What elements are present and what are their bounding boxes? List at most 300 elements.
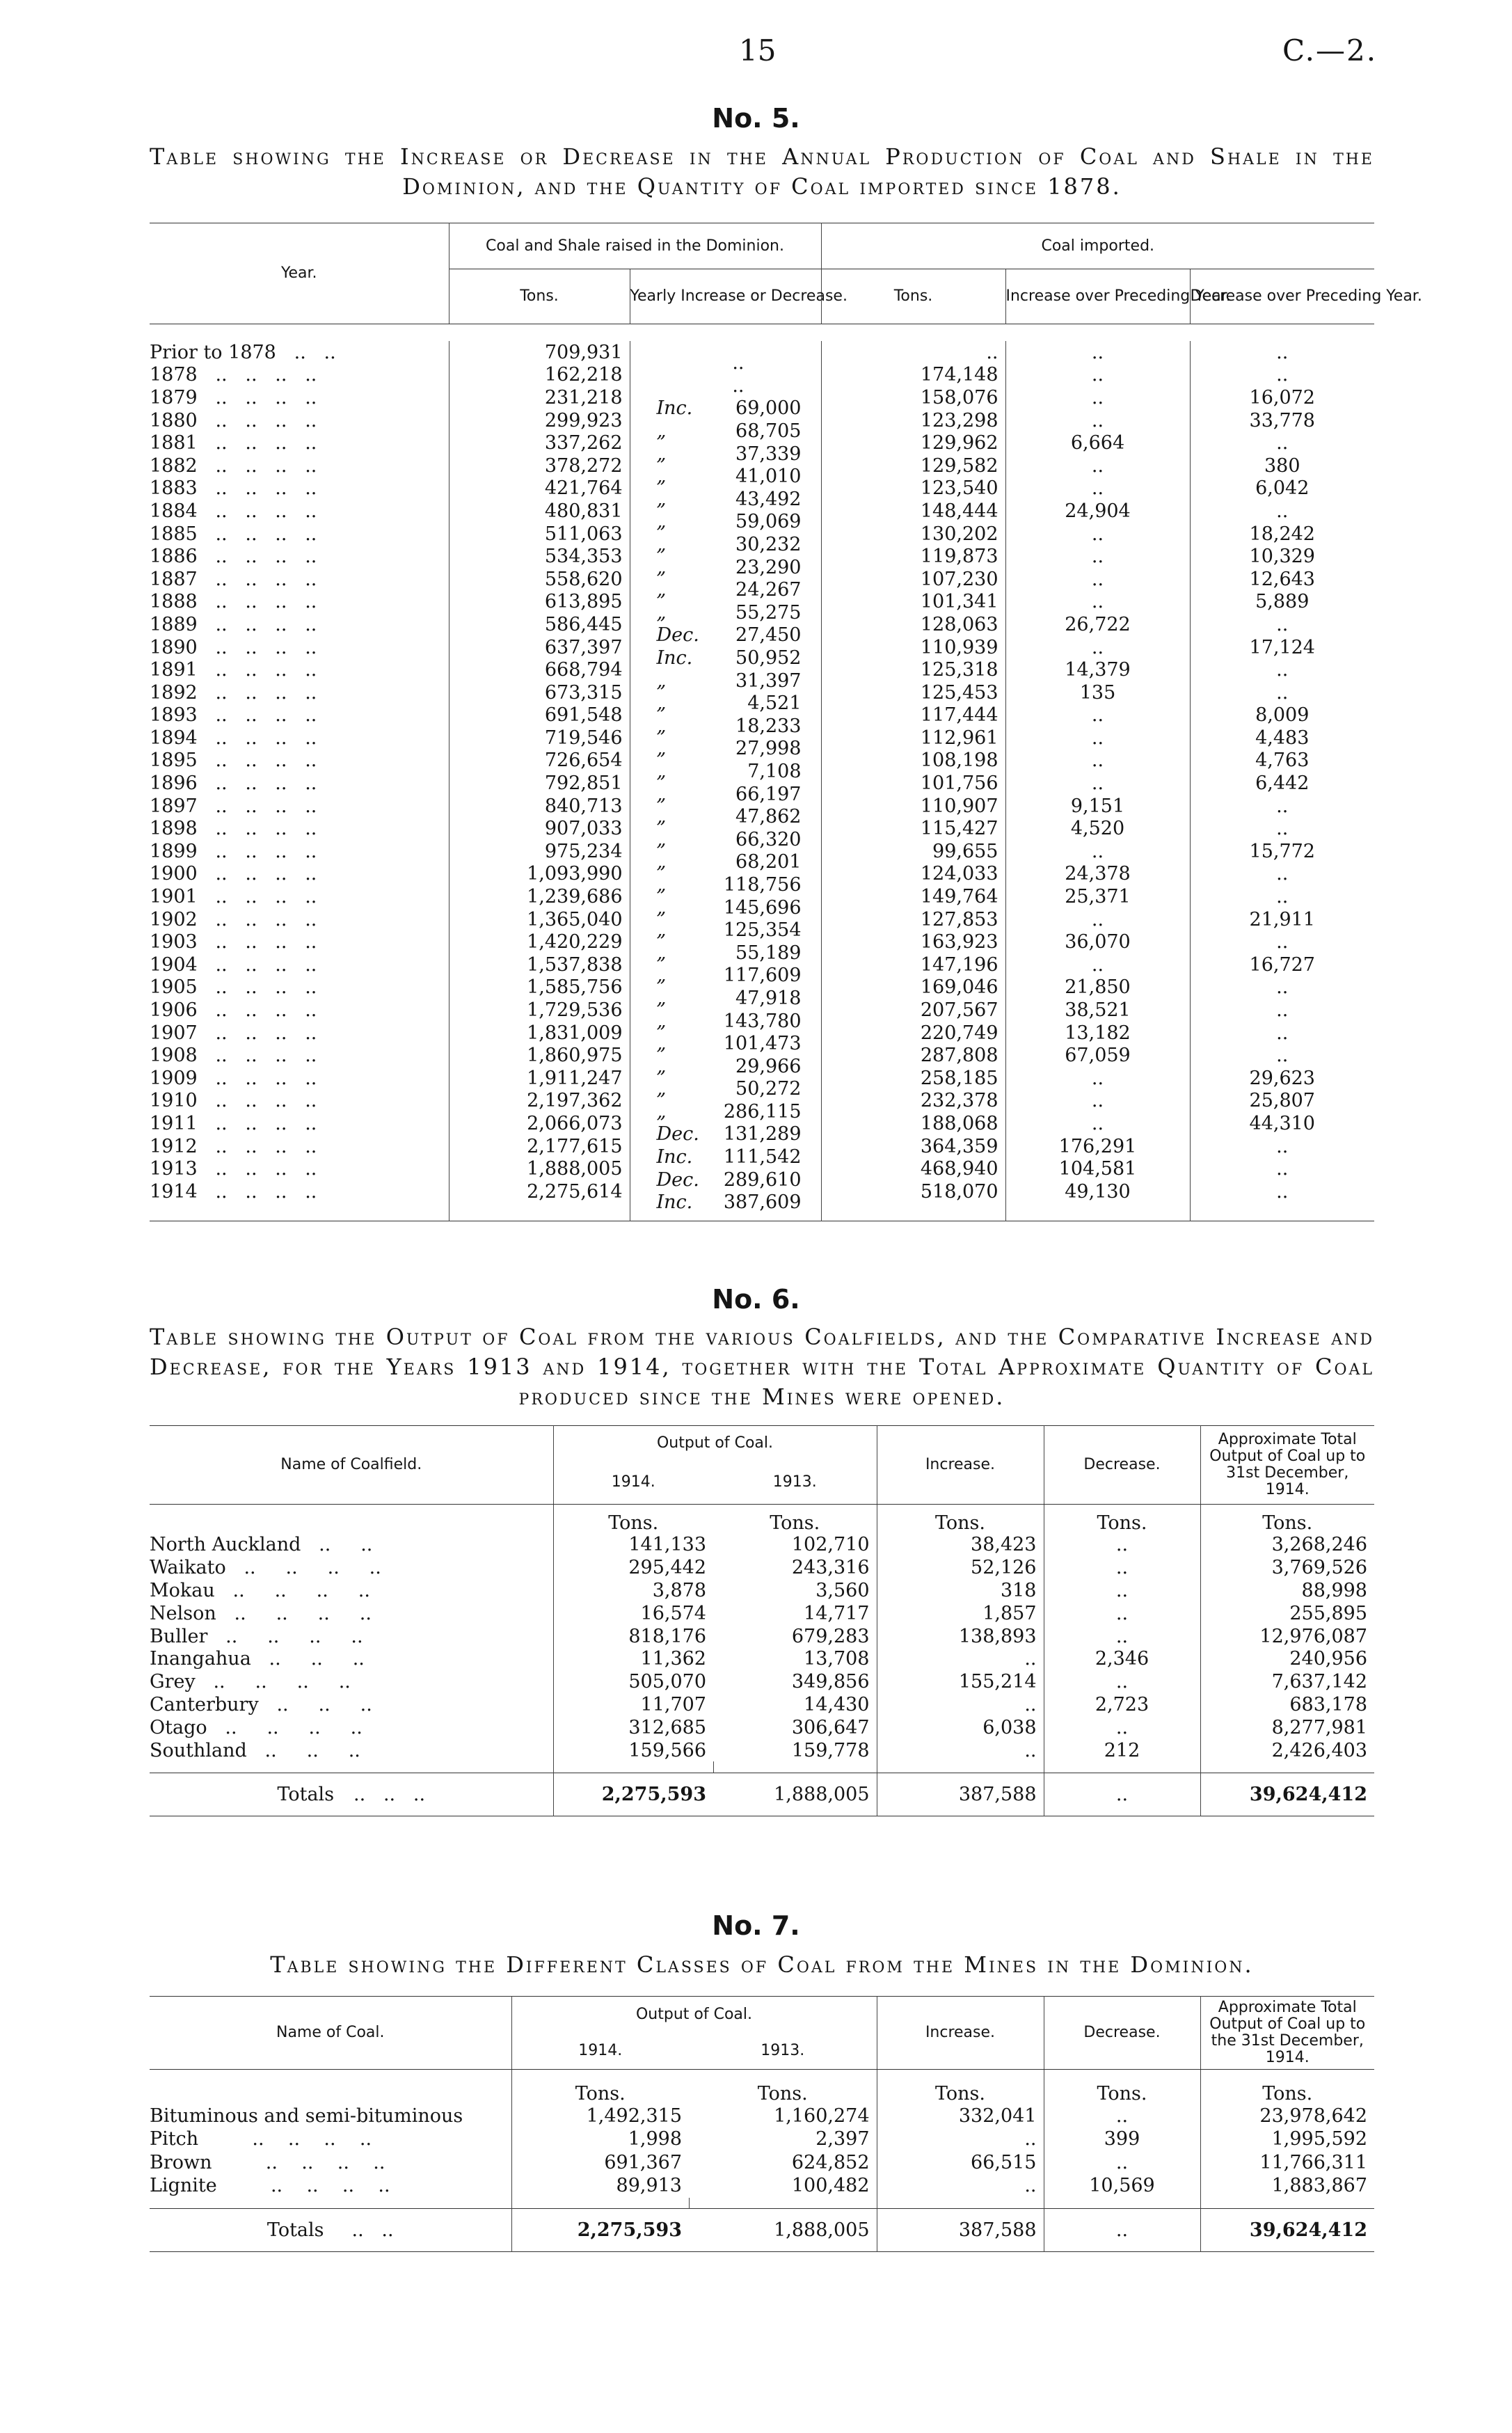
imported-decrease: .. (1190, 1157, 1374, 1180)
table5-header-raised: Coal and Shale raised in the Dominion. (449, 223, 821, 269)
table7-totals-1913: 1,888,005 (774, 2219, 870, 2241)
total-value: 3,268,246 (1200, 1534, 1374, 1557)
year-label: 1908 (150, 1045, 198, 1067)
year-label: 1904 (150, 953, 198, 976)
row-name-label: Canterbury (150, 1693, 259, 1715)
yearly-change (630, 1090, 821, 1123)
table5-caption: Table showing the Increase or Decrease in the Annual Production of Coal and Shale in the Dominion, and the Quantity of Coal imported since 1878. (150, 143, 1374, 200)
decrease-value: .. (1044, 1670, 1200, 1693)
change-kind: „ (656, 828, 667, 850)
row-year: 1907 .. .. .. .. (150, 1022, 317, 1044)
table6 (150, 1425, 1374, 1816)
raised-tons: 792,851 (449, 772, 630, 795)
output-1913: 14,717 (804, 1602, 870, 1624)
change-kind: „ (656, 669, 667, 692)
table-row (150, 772, 1374, 795)
row-year: 1885 .. .. .. .. (150, 523, 317, 545)
total-value: 12,976,087 (1200, 1625, 1374, 1648)
output-1913: 159,778 (791, 1739, 870, 1761)
table-row (150, 591, 1374, 614)
row-name-label: Waikato (150, 1557, 226, 1579)
imported-tons: 101,756 (821, 772, 1005, 795)
table-row (150, 477, 1374, 500)
change-value: 24,267 (735, 579, 802, 601)
row-year: 1884 .. .. .. .. (150, 500, 317, 522)
imported-increase: 24,904 (1005, 500, 1190, 523)
change-kind: „ (656, 601, 667, 624)
year-label: 1903 (150, 931, 198, 953)
imported-decrease: 18,242 (1190, 523, 1374, 546)
imported-decrease: 16,727 (1190, 953, 1374, 976)
increase-value: .. (877, 1739, 1044, 1762)
change-kind: „ (656, 556, 667, 578)
total-value: 8,277,981 (1200, 1716, 1374, 1739)
change-kind: Inc. (656, 397, 693, 420)
imported-decrease: .. (1190, 1180, 1374, 1203)
change-value: 43,492 (735, 488, 802, 510)
change-value: 27,998 (735, 738, 802, 760)
row-name: Mokau .. .. .. .. (150, 1579, 370, 1601)
yearly-change (630, 930, 821, 964)
raised-tons: 1,585,756 (449, 976, 630, 999)
imported-tons: 518,070 (821, 1180, 1005, 1203)
change-kind: „ (656, 919, 667, 942)
imported-decrease: 17,124 (1190, 636, 1374, 659)
imported-tons: 364,359 (821, 1135, 1005, 1158)
imported-decrease: .. (1190, 795, 1374, 818)
change-value: 59,069 (735, 511, 802, 533)
imported-decrease: .. (1190, 341, 1374, 364)
table7-caption: Table showing the Different Classes of Coal from the Mines in the Dominion. (270, 1951, 1254, 1978)
imported-tons: 129,582 (821, 454, 1005, 477)
imported-increase: 21,850 (1005, 976, 1190, 999)
row-year: 1900 .. .. .. .. (150, 863, 317, 885)
table5-header-decrease: Decrease over Preceding Year. (1190, 269, 1374, 324)
output-1914: 1,492,315 (511, 2105, 689, 2128)
raised-tons: 709,931 (449, 341, 630, 364)
output-1914: 141,133 (553, 1534, 713, 1557)
table-row (150, 523, 1374, 546)
decrease-value: .. (1044, 1556, 1200, 1579)
table-row (150, 568, 1374, 591)
imported-decrease: .. (1190, 364, 1374, 387)
yearly-change (630, 817, 821, 850)
row-name: Lignite .. .. .. .. (150, 2175, 390, 2197)
year-label: 1891 (150, 659, 198, 681)
raised-tons: 480,831 (449, 500, 630, 523)
imported-increase: 26,722 (1005, 613, 1190, 636)
row-year: 1888 .. .. .. .. (150, 591, 317, 613)
table-row (150, 386, 1374, 409)
row-name-label: Southland (150, 1739, 247, 1761)
row-name-label: Bituminous and semi-bituminous (150, 2105, 463, 2127)
raised-tons: 1,537,838 (449, 953, 630, 976)
imported-increase: 13,182 (1005, 1022, 1190, 1045)
year-label: 1902 (150, 908, 198, 930)
row-year: 1895 .. .. .. .. (150, 750, 317, 772)
imported-tons: .. (821, 341, 1005, 364)
table5-header-imported: Coal imported. (821, 223, 1374, 269)
row-name: Waikato .. .. .. .. (150, 1557, 381, 1579)
table7-unit-1913: Tons. (757, 2082, 808, 2105)
change-kind: „ (656, 806, 667, 828)
decrease-value: .. (1044, 1579, 1200, 1602)
increase-value: 38,423 (877, 1534, 1044, 1557)
output-1913: 2,397 (815, 2128, 870, 2150)
change-value: 101,473 (723, 1033, 802, 1055)
yearly-change (630, 681, 821, 715)
row-year: 1914 .. .. .. .. (150, 1180, 317, 1203)
imported-increase: 36,070 (1005, 930, 1190, 953)
output-1914: 11,707 (553, 1693, 713, 1716)
yearly-change (630, 500, 821, 533)
imported-decrease: 25,807 (1190, 1090, 1374, 1113)
change-kind: „ (656, 466, 667, 488)
change-value: 50,272 (735, 1078, 802, 1100)
total-value: 255,895 (1200, 1602, 1374, 1625)
table6-totals-decrease: .. (1044, 1773, 1200, 1816)
raised-tons: 1,860,975 (449, 1044, 630, 1067)
raised-tons: 975,234 (449, 840, 630, 863)
change-value: 4,521 (747, 692, 802, 715)
table5-number: No. 5. (712, 103, 800, 134)
table-row (150, 1647, 1374, 1670)
change-value: 387,609 (723, 1191, 802, 1214)
table-row (150, 636, 1374, 659)
table-row (150, 863, 1374, 886)
yearly-change (630, 523, 821, 556)
imported-increase: .. (1005, 1067, 1190, 1090)
imported-increase: 38,521 (1005, 999, 1190, 1022)
total-value: 23,978,642 (1200, 2105, 1374, 2128)
table7-totals-decrease: .. (1044, 2209, 1200, 2252)
imported-tons: 287,808 (821, 1044, 1005, 1067)
imported-increase: 24,378 (1005, 863, 1190, 886)
total-value: 1,995,592 (1200, 2127, 1374, 2151)
change-value: 37,339 (735, 443, 802, 465)
change-value: 29,966 (735, 1055, 802, 1077)
output-1914: 691,367 (511, 2151, 689, 2175)
imported-increase: 49,130 (1005, 1180, 1190, 1203)
change-kind: „ (656, 579, 667, 601)
change-kind: „ (656, 738, 667, 760)
yearly-change (630, 568, 821, 601)
raised-tons: 2,066,073 (449, 1112, 630, 1135)
year-label: 1896 (150, 772, 198, 795)
yearly-change (630, 772, 821, 805)
total-value: 11,766,311 (1200, 2151, 1374, 2175)
year-label: 1913 (150, 1158, 198, 1180)
table-row (150, 1180, 1374, 1203)
total-value: 2,426,403 (1200, 1739, 1374, 1762)
row-year: 1896 .. .. .. .. (150, 772, 317, 795)
year-label: 1899 (150, 840, 198, 862)
increase-value: 155,214 (877, 1670, 1044, 1693)
change-value: 143,780 (723, 1010, 802, 1032)
row-year: 1883 .. .. .. .. (150, 477, 317, 500)
yearly-change (630, 885, 821, 919)
yearly-change (630, 386, 821, 420)
table-row (150, 454, 1374, 477)
table7-totals-1914: 2,275,593 (511, 2209, 689, 2252)
total-value: 3,769,526 (1200, 1556, 1374, 1579)
row-year: 1881 .. .. .. .. (150, 432, 317, 454)
change-kind: „ (656, 873, 667, 896)
table-row (150, 2127, 1374, 2151)
imported-increase: .. (1005, 636, 1190, 659)
imported-decrease: 5,889 (1190, 591, 1374, 614)
row-year: 1891 .. .. .. .. (150, 659, 317, 681)
table-row (150, 2174, 1374, 2198)
change-value: 118,756 (723, 873, 802, 896)
table7-totals-label: Totals .. .. (266, 2219, 394, 2241)
imported-tons: 107,230 (821, 568, 1005, 591)
table-row (150, 1693, 1374, 1716)
table-row (150, 727, 1374, 750)
imported-increase: .. (1005, 772, 1190, 795)
table7-number: No. 7. (712, 1910, 800, 1941)
table-row (150, 999, 1374, 1022)
table-row (150, 613, 1374, 636)
table-row (150, 1067, 1374, 1090)
imported-tons: 147,196 (821, 953, 1005, 976)
imported-increase: 25,371 (1005, 885, 1190, 908)
table6-caption: Table showing the Output of Coal from the various Coalfields, and the Comparative Increase and Decrease, for the Years 1913 and 1914, together with the Total Approximate Quantity of Coal produced since the Mines were opened. (150, 1324, 1374, 1410)
imported-decrease: .. (1190, 976, 1374, 999)
imported-increase: 9,151 (1005, 795, 1190, 818)
table-row (150, 953, 1374, 976)
yearly-change (630, 636, 821, 669)
raised-tons: 691,548 (449, 704, 630, 727)
yearly-change (630, 1022, 821, 1055)
row-name (150, 2105, 511, 2128)
raised-tons: 337,262 (449, 431, 630, 454)
imported-increase: .. (1005, 545, 1190, 568)
row-year: 1882 .. .. .. .. (150, 454, 317, 477)
imported-decrease: .. (1190, 930, 1374, 953)
change-value: .. (732, 374, 745, 397)
table6-totals-label: Totals .. .. .. (277, 1783, 426, 1805)
raised-tons: 637,397 (449, 636, 630, 659)
table6-totals-1913: 1,888,005 (774, 1783, 870, 1805)
table5-header-imported-tons: Tons. (821, 269, 1005, 324)
change-kind: „ (656, 488, 667, 510)
change-value: 47,918 (735, 987, 802, 1009)
change-kind: Inc. (656, 647, 693, 669)
raised-tons: 2,275,614 (449, 1180, 630, 1203)
year-label: 1881 (150, 432, 198, 454)
row-name-label: Inangahua (150, 1648, 251, 1670)
table-row (150, 840, 1374, 863)
year-label: 1911 (150, 1112, 198, 1134)
decrease-value: .. (1044, 1602, 1200, 1625)
output-1913: 102,710 (791, 1534, 870, 1556)
table-row (150, 409, 1374, 432)
imported-tons: 158,076 (821, 386, 1005, 409)
imported-decrease: 15,772 (1190, 840, 1374, 863)
output-1914: 3,878 (553, 1579, 713, 1602)
year-label: 1907 (150, 1022, 198, 1044)
output-1913: 1,160,274 (774, 2105, 870, 2127)
yearly-change (630, 976, 821, 1009)
table6-header-output: Output of Coal. (553, 1426, 877, 1461)
table6-header-decrease: Decrease. (1044, 1426, 1200, 1505)
imported-tons: 119,873 (821, 545, 1005, 568)
yearly-change (630, 341, 821, 374)
table7-unit-decrease: Tons. (1044, 2070, 1200, 2105)
table-row (150, 1670, 1374, 1693)
change-kind: „ (656, 760, 667, 782)
row-name-label: North Auckland (150, 1534, 301, 1556)
increase-value: 138,893 (877, 1625, 1044, 1648)
change-value: 23,290 (735, 556, 802, 578)
imported-tons: 125,453 (821, 681, 1005, 704)
table6-totals-total: 39,624,412 (1200, 1773, 1374, 1816)
imported-tons: 130,202 (821, 523, 1005, 546)
change-value: 31,397 (735, 669, 802, 692)
table-row (150, 431, 1374, 454)
row-year: 1892 .. .. .. .. (150, 681, 317, 704)
raised-tons: 726,654 (449, 750, 630, 772)
imported-increase: .. (1005, 953, 1190, 976)
table5-header-tons: Tons. (449, 269, 630, 324)
raised-tons: 231,218 (449, 386, 630, 409)
row-name: Grey .. .. .. .. (150, 1671, 351, 1693)
change-kind: „ (656, 1033, 667, 1055)
imported-tons: 207,567 (821, 999, 1005, 1022)
table6-unit-1913: Tons. (770, 1512, 820, 1534)
imported-tons: 220,749 (821, 1022, 1005, 1045)
decrease-value: .. (1044, 2151, 1200, 2175)
table6-number: No. 6. (712, 1284, 800, 1315)
decrease-value: .. (1044, 2105, 1200, 2128)
change-kind: Inc. (656, 1146, 693, 1168)
table-row (150, 658, 1374, 681)
imported-increase: .. (1005, 364, 1190, 387)
imported-decrease: .. (1190, 999, 1374, 1022)
increase-value: .. (877, 1647, 1044, 1670)
table-row (150, 795, 1374, 818)
output-1914: 505,070 (553, 1670, 713, 1693)
table5-header-increase: Increase over Preceding Year. (1005, 269, 1190, 324)
change-value: 125,354 (723, 919, 802, 942)
table-row (150, 364, 1374, 387)
yearly-change (630, 477, 821, 510)
imported-tons: 123,298 (821, 409, 1005, 432)
year-label: 1898 (150, 818, 198, 840)
raised-tons: 1,093,990 (449, 863, 630, 886)
table7-header-total: Approximate Total Output of Coal up to the 31st December, 1914. (1200, 1997, 1374, 2070)
raised-tons: 668,794 (449, 658, 630, 681)
raised-tons: 421,764 (449, 477, 630, 500)
imported-increase: .. (1005, 477, 1190, 500)
row-name: Canterbury .. .. .. (150, 1693, 372, 1715)
raised-tons: 1,831,009 (449, 1022, 630, 1045)
imported-tons: 232,378 (821, 1090, 1005, 1113)
decrease-value: 2,346 (1044, 1647, 1200, 1670)
row-name: Southland .. .. .. (150, 1739, 360, 1761)
year-label: 1900 (150, 863, 198, 885)
year-label: 1890 (150, 636, 198, 658)
table7-unit-total: Tons. (1200, 2070, 1374, 2105)
imported-tons: 117,444 (821, 704, 1005, 727)
change-kind: „ (656, 1100, 667, 1123)
raised-tons: 613,895 (449, 591, 630, 614)
table-row (150, 500, 1374, 523)
imported-decrease: .. (1190, 1135, 1374, 1158)
imported-tons: 101,341 (821, 591, 1005, 614)
imported-increase: 104,581 (1005, 1157, 1190, 1180)
row-year: 1905 .. .. .. .. (150, 976, 317, 999)
table5-header-yearly: Yearly Increase or Decrease. (630, 269, 821, 324)
yearly-change (630, 364, 821, 397)
yearly-change (630, 1044, 821, 1077)
imported-increase: .. (1005, 727, 1190, 750)
imported-tons: 110,939 (821, 636, 1005, 659)
table-row (150, 1157, 1374, 1180)
yearly-change (630, 658, 821, 692)
imported-decrease: 4,483 (1190, 727, 1374, 750)
row-year: 1909 .. .. .. .. (150, 1067, 317, 1089)
row-year: 1906 .. .. .. .. (150, 999, 317, 1022)
imported-decrease: .. (1190, 1022, 1374, 1045)
raised-tons: 534,353 (449, 545, 630, 568)
row-year: 1878 .. .. .. .. (150, 364, 317, 386)
increase-value: .. (877, 1693, 1044, 1716)
imported-tons: 148,444 (821, 500, 1005, 523)
row-name: North Auckland .. .. (150, 1534, 373, 1556)
decrease-value: .. (1044, 1534, 1200, 1557)
row-year: 1910 .. .. .. .. (150, 1090, 317, 1112)
year-label: 1895 (150, 750, 198, 772)
table7-header-decrease: Decrease. (1044, 1997, 1200, 2070)
change-value: 30,232 (735, 534, 802, 556)
raised-tons: 1,911,247 (449, 1067, 630, 1090)
change-kind: Dec. (656, 1168, 699, 1191)
row-year: 1911 .. .. .. .. (150, 1112, 317, 1134)
output-1914: 89,913 (511, 2174, 689, 2198)
output-1913: 13,708 (804, 1648, 870, 1670)
change-value: 41,010 (735, 466, 802, 488)
yearly-change (630, 999, 821, 1032)
increase-value: 1,857 (877, 1602, 1044, 1625)
imported-tons: 99,655 (821, 840, 1005, 863)
change-kind: „ (656, 1010, 667, 1032)
row-name: Otago .. .. .. .. (150, 1716, 363, 1738)
change-kind: Dec. (656, 1123, 699, 1146)
change-value: 7,108 (747, 760, 802, 782)
imported-tons: 115,427 (821, 817, 1005, 840)
imported-decrease: 6,442 (1190, 772, 1374, 795)
change-kind: „ (656, 420, 667, 443)
output-1913: 624,852 (791, 2151, 870, 2173)
total-value: 1,883,867 (1200, 2174, 1374, 2198)
imported-increase: .. (1005, 840, 1190, 863)
yearly-change (630, 863, 821, 896)
table7 (150, 1996, 1374, 2252)
table6-totals-increase: 387,588 (877, 1773, 1044, 1816)
imported-decrease: 4,763 (1190, 750, 1374, 772)
change-value: 289,610 (723, 1168, 802, 1191)
increase-value: .. (877, 2127, 1044, 2151)
total-value: 240,956 (1200, 1647, 1374, 1670)
table-row (150, 704, 1374, 727)
row-name-label: Brown (150, 2151, 212, 2173)
row-name: Pitch .. .. .. .. (150, 2128, 372, 2150)
table-row (150, 1602, 1374, 1625)
table6-header-1913: 1913. (772, 1473, 817, 1491)
yearly-change (630, 704, 821, 737)
